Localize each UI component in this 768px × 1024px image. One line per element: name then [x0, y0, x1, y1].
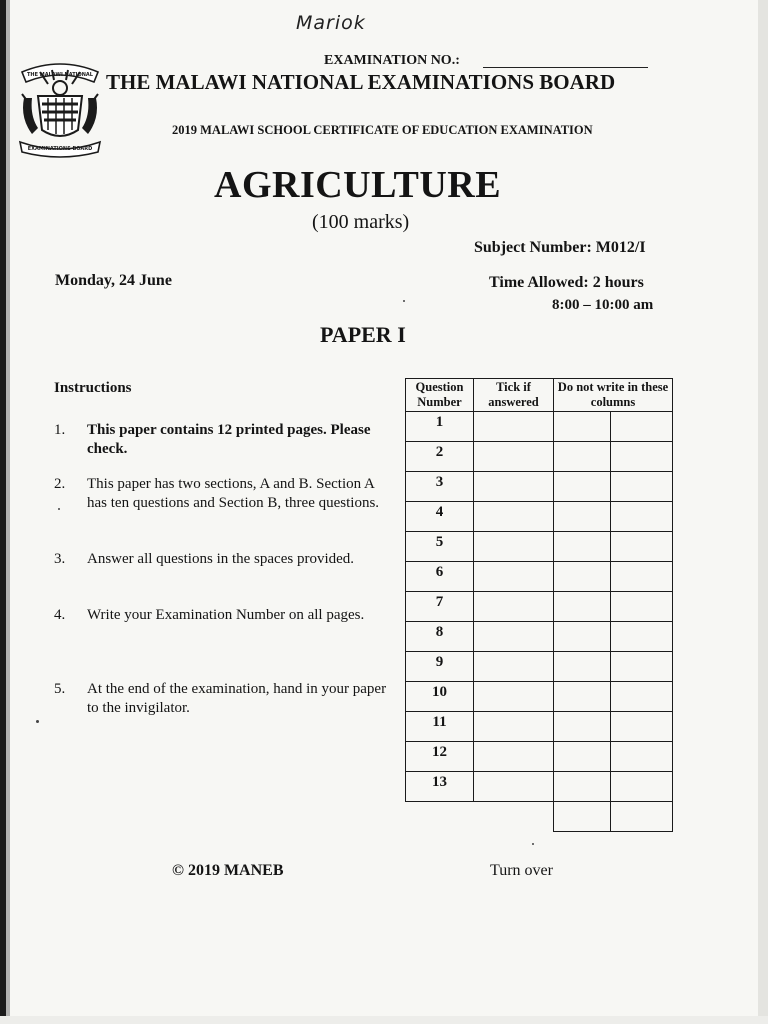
scan-speck — [403, 300, 405, 302]
examiner-cell — [611, 592, 673, 622]
examiner-cell — [554, 562, 611, 592]
table-row — [406, 562, 673, 592]
tick-cell[interactable] — [474, 592, 554, 622]
do-not-write-header: Do not write in these columns — [554, 379, 673, 412]
examiner-cell — [554, 652, 611, 682]
tick-header: Tick if answered — [474, 379, 554, 412]
instruction-text: Answer all questions in the spaces provided. — [87, 551, 355, 567]
exam-date: Monday, 24 June — [55, 272, 172, 289]
turn-over: Turn over — [490, 862, 553, 879]
examiner-cell — [554, 442, 611, 472]
examiner-cell — [554, 592, 611, 622]
question-number-cell: 2 — [406, 442, 474, 472]
instruction-text: Write your Examination Number on all pages. — [87, 607, 365, 623]
question-number-cell: 8 — [406, 622, 474, 652]
table-row — [406, 652, 673, 682]
examiner-cell — [611, 472, 673, 502]
table-total-row — [406, 802, 673, 832]
examiner-cell — [611, 772, 673, 802]
instruction-number: 2. — [54, 476, 66, 492]
copyright: © 2019 MANEB — [172, 862, 284, 879]
table-row — [406, 502, 673, 532]
tick-cell[interactable] — [474, 442, 554, 472]
question-number-cell: 13 — [406, 772, 474, 802]
examiner-cell — [554, 622, 611, 652]
table-row — [406, 622, 673, 652]
examiner-cell — [611, 682, 673, 712]
question-number-cell: 11 — [406, 712, 474, 742]
question-number-cell: 10 — [406, 682, 474, 712]
tick-cell[interactable] — [474, 502, 554, 532]
instruction-text: This paper has two sections, A and B. Section A has ten questions and Section B, three questions. — [87, 476, 380, 511]
examiner-cell — [554, 412, 611, 442]
examiner-total-cell — [554, 802, 611, 832]
table-row — [406, 742, 673, 772]
instruction-number: 5. — [54, 681, 66, 697]
instruction-text: At the end of the examination, hand in your paper to the invigilator. — [87, 681, 387, 716]
table-row — [406, 412, 673, 442]
table-header-row — [406, 379, 673, 412]
examiner-total-cell — [611, 802, 673, 832]
table-row — [406, 682, 673, 712]
examiner-cell — [611, 532, 673, 562]
table-row — [406, 472, 673, 502]
maneb-crest-logo — [18, 58, 102, 158]
examiner-cell — [554, 472, 611, 502]
question-number-cell: 3 — [406, 472, 474, 502]
table-row — [406, 772, 673, 802]
instruction-number: 3. — [54, 551, 66, 567]
examiner-cell — [554, 682, 611, 712]
question-number-cell: 6 — [406, 562, 474, 592]
examiner-cell — [611, 712, 673, 742]
question-number-header: Question Number — [406, 379, 474, 412]
examiner-cell — [611, 502, 673, 532]
question-number-cell: 1 — [406, 412, 474, 442]
question-number-cell: 7 — [406, 592, 474, 622]
tick-cell[interactable] — [474, 532, 554, 562]
scan-edge-bottom — [0, 1016, 768, 1024]
examiner-cell — [554, 772, 611, 802]
handwritten-name: Mariok — [296, 12, 366, 34]
tick-cell[interactable] — [474, 682, 554, 712]
subject-title: AGRICULTURE — [214, 164, 502, 206]
table-row — [406, 592, 673, 622]
examiner-cell — [611, 442, 673, 472]
examiner-cell — [554, 532, 611, 562]
question-number-cell: 5 — [406, 532, 474, 562]
subject-number: Subject Number: M012/I — [474, 239, 646, 256]
instruction-text: This paper contains 12 printed pages. Please check. — [87, 422, 371, 457]
tick-cell[interactable] — [474, 712, 554, 742]
tick-cell[interactable] — [474, 652, 554, 682]
examination-number-label: EXAMINATION NO.: — [324, 53, 460, 68]
examiner-cell — [554, 742, 611, 772]
scan-edge-shadow — [6, 0, 10, 1024]
empty-cell — [406, 802, 474, 832]
question-number-cell: 4 — [406, 502, 474, 532]
scan-speck — [532, 843, 534, 845]
examiner-cell — [554, 502, 611, 532]
examiner-cell — [611, 742, 673, 772]
examiner-cell — [611, 622, 673, 652]
examiner-cell — [611, 562, 673, 592]
time-range: 8:00 – 10:00 am — [552, 297, 654, 313]
instruction-number: 1. — [54, 422, 66, 438]
paper-title: PAPER I — [320, 322, 406, 347]
scan-speck — [36, 720, 39, 723]
certificate-title: 2019 MALAWI SCHOOL CERTIFICATE OF EDUCATION EXAMINATION — [172, 123, 593, 137]
table-row — [406, 442, 673, 472]
table-row — [406, 532, 673, 562]
tick-cell[interactable] — [474, 412, 554, 442]
table-row — [406, 712, 673, 742]
examination-number-line[interactable] — [483, 67, 648, 68]
question-tick-table — [405, 378, 673, 832]
empty-cell — [474, 802, 554, 832]
tick-cell[interactable] — [474, 622, 554, 652]
examiner-cell — [611, 652, 673, 682]
instructions-heading: Instructions — [54, 380, 132, 396]
time-allowed: Time Allowed: 2 hours — [489, 274, 644, 291]
board-name: THE MALAWI NATIONAL EXAMINATIONS BOARD — [106, 70, 616, 94]
question-number-cell: 12 — [406, 742, 474, 772]
examiner-cell — [554, 712, 611, 742]
tick-cell[interactable] — [474, 562, 554, 592]
tick-cell[interactable] — [474, 472, 554, 502]
examiner-cell — [611, 412, 673, 442]
question-number-cell: 9 — [406, 652, 474, 682]
scan-speck — [58, 508, 60, 510]
crest-text-bottom: EXAMINATIONS BOARD — [27, 146, 93, 152]
instruction-number: 4. — [54, 607, 66, 623]
crest-text-top: THE MALAWI NATIONAL — [27, 72, 93, 78]
total-marks: (100 marks) — [312, 211, 410, 233]
scan-edge-right — [758, 0, 768, 1024]
tick-cell[interactable] — [474, 772, 554, 802]
tick-cell[interactable] — [474, 742, 554, 772]
